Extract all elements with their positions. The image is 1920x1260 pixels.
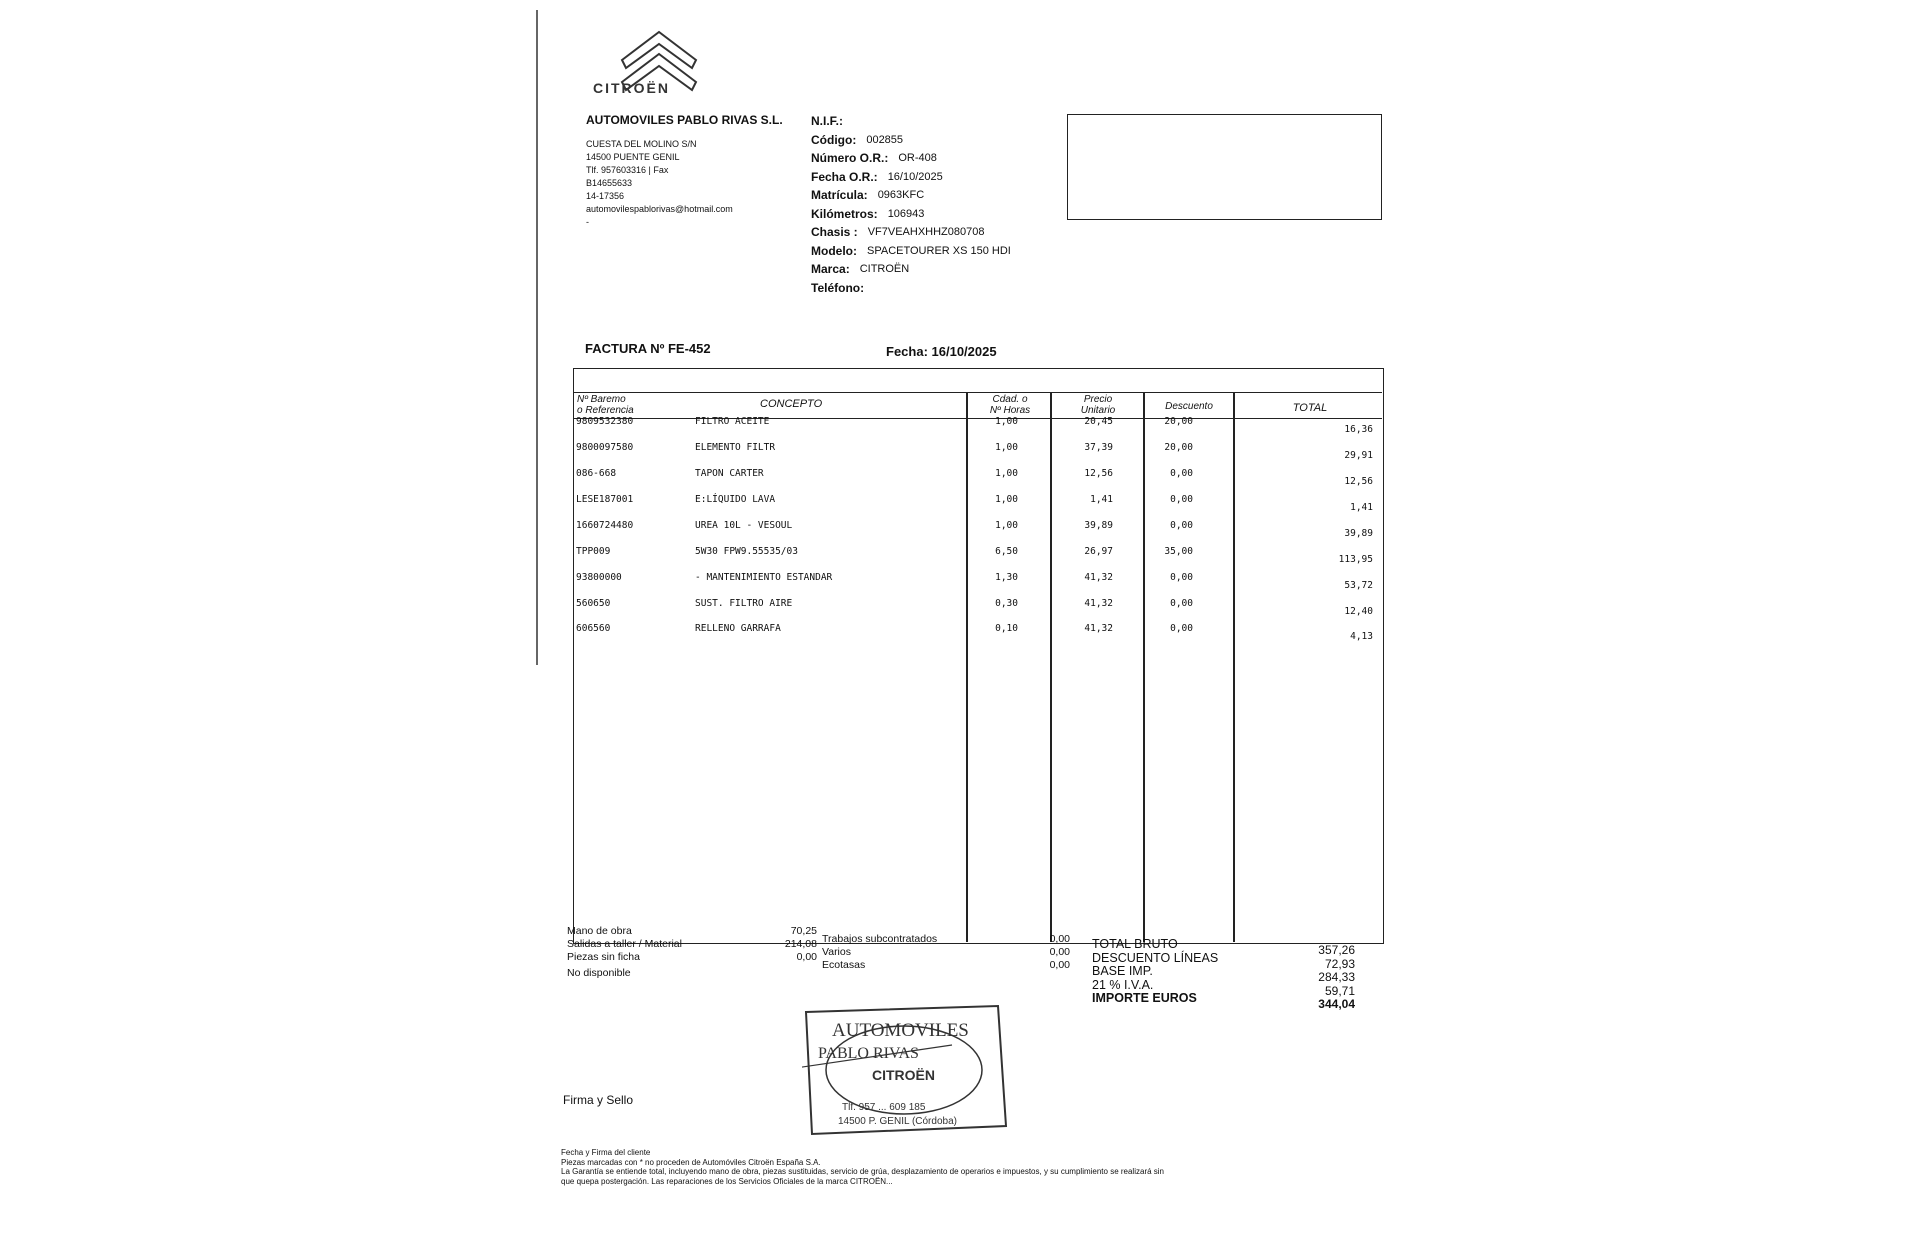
header-total: TOTAL — [1292, 402, 1328, 414]
table-row: 560650 SUST. FILTRO AIRE 0,30 41,32 0,00 12,40 — [576, 598, 1373, 617]
company-line: Tlf. 957603316 | Fax — [586, 165, 669, 175]
summary-left: Mano de obra 70,25 Salidas a taller / Material 214,08 Piezas sin ficha 0,00 No disponible — [567, 925, 817, 979]
table-row: 606560 RELLENO GARRAFA 0,10 41,32 0,00 4,13 — [576, 623, 1373, 642]
stamp-line: 14500 P. GENIL (Córdoba) — [838, 1116, 957, 1127]
company-address — [586, 138, 733, 229]
stamp-line: AUTOMOVILES — [832, 1020, 969, 1041]
company-name: AUTOMOVILES PABLO RIVAS S.L. — [586, 113, 783, 127]
stamp-line: PABLO RIVAS — [818, 1045, 919, 1062]
header-qty: Cdad. o Nº Horas — [989, 394, 1031, 416]
summary-middle: Trabajos subcontratados 0,00 Varios 0,00 Ecotasas 0,00 — [822, 933, 1070, 971]
totals-values: 357,26 72,93 284,33 59,71 344,04 — [1318, 943, 1355, 1011]
vehicle-info: N.I.F.: Código: 002855 Número O.R.: OR-408 Fecha O.R.: 16/10/2025 Matrícula: 0963KFC Kilómetros: 106943 Chasis : VF7VEAHXHHZ080708 Modelo: SPACETOURER XS 150 HDI Marca: CITROËN Teléfono: — [811, 114, 1011, 295]
table-row: TPP009 5W30 FPW9.55535/03 6,50 26,97 35,00 113,95 — [576, 546, 1373, 565]
header-price: Precio Unitario — [1080, 394, 1116, 416]
stamp-line: CITROËN — [872, 1067, 935, 1083]
table-row: 9809532380 FILTRO ACEITE 1,00 20,45 20,00 16,36 — [576, 416, 1373, 435]
table-row: LESE187001 E:LÍQUIDO LAVA 1,00 1,41 0,00 1,41 — [576, 494, 1373, 513]
invoice-number: FACTURA Nº FE-452 — [585, 341, 711, 356]
table-row: 9800097580 ELEMENTO FILTR 1,00 37,39 20,00 29,91 — [576, 442, 1373, 461]
scan-edge-left — [536, 10, 538, 665]
invoice-date: Fecha: 16/10/2025 — [886, 344, 997, 359]
stamp-line: Tlf. 957 ... 609 185 — [842, 1102, 926, 1113]
header-ref: Nº Baremo o Referencia — [577, 394, 634, 416]
table-row: 086-668 TAPON CARTER 1,00 12,56 0,00 12,56 — [576, 468, 1373, 487]
citroen-wordmark: CITROËN — [593, 80, 670, 96]
company-line: 14-17356 — [586, 191, 625, 201]
table-row: 93800000 - MANTENIMIENTO ESTANDAR 1,30 41,32 0,00 53,72 — [576, 572, 1373, 591]
company-stamp — [802, 1000, 1008, 1138]
legal-footer: Fecha y Firma del cliente Piezas marcadas con * no proceden de Automóviles Citroën España S.A. La Garantía se entiende total, incluyendo mano de obra, piezas sustituidas, servicio de grúa, desplazamiento de operarios e impuestos, y su cumplimiento se realizará sin que quepa postergación. Las reparaciones de los Servicios Oficiales de la marca CITROËN... — [561, 1148, 1164, 1186]
table-row: 1660724480 UREA 10L - VESOUL 1,00 39,89 0,00 39,89 — [576, 520, 1373, 539]
totals-labels: TOTAL BRUTO DESCUENTO LÍNEAS BASE IMP. 21 % I.V.A. IMPORTE EUROS — [1092, 937, 1219, 1005]
company-line: B14655633 — [586, 178, 633, 188]
company-line: CUESTA DEL MOLINO S/N — [586, 139, 697, 149]
header-discount: Descuento — [1165, 401, 1213, 412]
signature-label: Firma y Sello — [563, 1093, 634, 1107]
client-address-box — [1067, 114, 1382, 220]
company-line: 14500 PUENTE GENIL — [586, 152, 680, 162]
company-line: automovilespablorivas@hotmail.com — [586, 204, 733, 214]
header-concepto: CONCEPTO — [760, 398, 823, 410]
company-line: - — [586, 217, 589, 227]
